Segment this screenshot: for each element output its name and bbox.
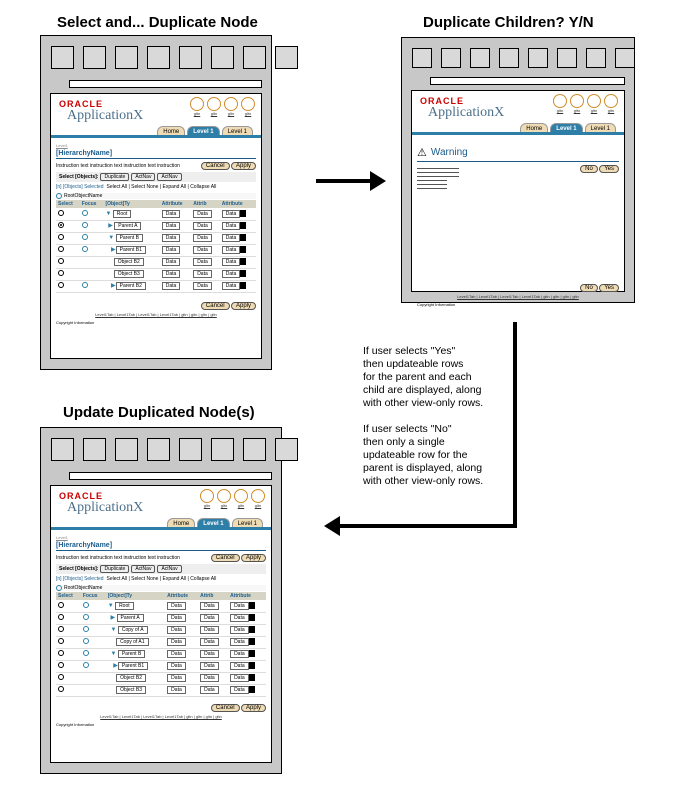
copyright: Copyright Information	[56, 721, 95, 727]
yes-button[interactable]: Yes	[599, 284, 619, 292]
table-row: ▼ Parent B Data Data Data	[56, 648, 266, 660]
oracle-logo: ORACLE	[59, 491, 103, 501]
tab-level1[interactable]: Level 1	[550, 123, 582, 134]
explanation-note: If user selects "Yes" then updateable rows for the parent and each child are displayed, along with other view-only rows. If user selects "No" then only a single updateable row for the parent is displayed, along with other view-only rows.	[363, 345, 484, 487]
table-row: Object B3 Data Data Data	[56, 684, 266, 696]
table-row: ▶ Parent B2 Data Data Data	[56, 280, 256, 292]
global-link[interactable]: gltn	[244, 111, 252, 116]
title-duplicate-children: Duplicate Children? Y/N	[423, 14, 594, 31]
app-name: ApplicationX	[67, 500, 144, 515]
footer-links[interactable]: Level1Tab | Level1Tab | Level1Tab | Level1Tab | gltn | gltn | gltn | gltn	[95, 311, 217, 317]
table-row: Object B2 Data Data Data	[56, 672, 266, 684]
table-row: ▼ Parent B Data Data Data	[56, 232, 256, 244]
footer-links[interactable]: Level1Tab | Level1Tab | Level1Tab | Level1Tab | gltn | gltn | gltn | gltn	[457, 294, 579, 299]
tree-table: Select Focus [Object]Ty Attribute Attrib Attribute ▼ Root Data Data Data ▶ Parent A Data Data Data ▼ Copy of A Data Data Data Copy of A1 Data Data Data ▼ Parent B Data Data Data ▶ Parent B1 Data Data Data Object B2 Data Data Data Object B3 Data Data Data	[56, 592, 266, 697]
tab-level1[interactable]: Level 1	[585, 123, 616, 134]
duplicate-button[interactable]: Duplicate	[100, 565, 129, 573]
table-row: ▶ Parent A Data Data Data	[56, 612, 266, 624]
tab-level1[interactable]: Level 1	[187, 126, 219, 137]
table-row: Object B2 Data Data Data	[56, 256, 256, 268]
app-name: ApplicationX	[67, 108, 144, 123]
tab-level1[interactable]: Level 1	[232, 518, 263, 529]
copyright: Copyright Information	[417, 302, 456, 307]
table-row: ▼ Root Data Data Data	[56, 208, 256, 220]
yes-button[interactable]: Yes	[599, 165, 619, 173]
app-page: ORACLE ApplicationX gltn gltn gltn gltn Home Level 1 Level 1 ⚠ Warning ▬▬▬▬▬▬▬▬▬▬▬▬▬▬ ▬▬▬▬▬▬▬▬▬▬▬▬▬▬ ▬▬▬▬▬▬▬▬▬▬▬▬▬▬ ▬▬▬▬▬▬▬▬▬▬ ▬▬▬▬▬▬▬▬▬▬ ▬▬▬▬▬▬▬▬▬▬ No Yes No Yes Level1Tab | Level1Tab | Level1Tab | Level1Tab | gltn | gltn | gltn | gltn Copyright Information	[411, 90, 625, 292]
oracle-logo: ORACLE	[59, 99, 103, 109]
actnav-button[interactable]: ActNav	[157, 565, 181, 573]
table-row: ▶ Parent B1 Data Data Data	[56, 660, 266, 672]
table-row: Object B3 Data Data Data	[56, 268, 256, 280]
actnav-button[interactable]: ActNav	[131, 173, 155, 181]
actnav-button[interactable]: ActNav	[157, 173, 181, 181]
tab-home[interactable]: Home	[167, 518, 195, 529]
no-button[interactable]: No	[580, 284, 598, 292]
tab-level1[interactable]: Level 1	[222, 126, 253, 137]
cancel-button[interactable]: Cancel	[201, 302, 230, 310]
oracle-logo: ORACLE	[420, 96, 464, 106]
breadcrumb[interactable]: Level1	[56, 143, 68, 148]
selection-links[interactable]: Select All | Select None | Expand All | Collapse All	[106, 576, 217, 582]
warning-title: Warning	[430, 147, 468, 158]
breadcrumb[interactable]: Level1	[56, 535, 68, 540]
app-name: ApplicationX	[428, 105, 505, 120]
apply-button[interactable]: Apply	[231, 302, 256, 310]
root-object-name: RootObjectName	[64, 193, 103, 199]
selection-links[interactable]: Select All | Select None | Expand All | Collapse All	[106, 184, 217, 190]
instruction-text: Instruction text instruction text instruction text instruction	[56, 163, 180, 169]
global-link[interactable]: gltn	[227, 111, 235, 116]
app-page: ORACLE ApplicationX gltn gltn gltn gltn Home Level 1 Level 1 Level1 [HierarchyName] Instruction text instruction text instruction text instruction Cancel Apply Select [Objects]: Duplicate ActNav ActNav [n] [Objects] Selected Select All | Select None | Expand All | Collapse All RootObjectName Select Focus [Object]Ty Attribute Attrib Attribute ▼ Root Data Data Data ▶ Parent A Data Data Data ▼ Copy of A Data Data Data Copy of A1 Data Data Data ▼ Parent B Data Data Data ▶ Parent B1 Data Data Data Object B2 Data Data Data Object B3 Data Data Data Cancel Apply Level1Tab | Level1Tab | Level1Tab | Level1Tab | gltn | gltn | gltn | gltn Copyright Information	[50, 485, 272, 763]
apply-button[interactable]: Apply	[241, 704, 266, 712]
table-row: ▼ Copy of A Data Data Data	[56, 624, 266, 636]
global-link[interactable]: gltn	[210, 111, 218, 116]
tree-table: Select Focus [Object]Ty Attribute Attrib Attribute ▼ Root Data Data Data ▶ Parent A Data Data Data ▼ Parent B Data Data Data ▶ Parent B1 Data Data Data Object B2 Data Data Data Object B3 Data Data Data ▶ Parent B2 Data Data Data	[56, 200, 256, 293]
tab-home[interactable]: Home	[520, 123, 548, 134]
copyright: Copyright Information	[56, 319, 95, 325]
table-row: ▼ Root Data Data Data	[56, 600, 266, 612]
no-button[interactable]: No	[580, 165, 598, 173]
global-link[interactable]: gltn	[193, 111, 201, 116]
select-objects-label: Select [Objects]:	[59, 174, 99, 180]
table-row: ▶ Parent B1 Data Data Data	[56, 244, 256, 256]
actnav-button[interactable]: ActNav	[131, 565, 155, 573]
tab-home[interactable]: Home	[157, 126, 185, 137]
table-row: ▶ Parent A Data Data Data	[56, 220, 256, 232]
right-arrow	[316, 171, 386, 191]
cancel-button[interactable]: Cancel	[211, 554, 240, 562]
selected-count: [n] [Objects] Selected	[56, 184, 104, 190]
title-update-duplicated: Update Duplicated Node(s)	[63, 404, 255, 421]
warning-message: ▬▬▬▬▬▬▬▬▬▬▬▬▬▬ ▬▬▬▬▬▬▬▬▬▬▬▬▬▬ ▬▬▬▬▬▬▬▬▬▬▬▬▬▬ ▬▬▬▬▬▬▬▬▬▬ ▬▬▬▬▬▬▬▬▬▬ ▬▬▬▬▬▬▬▬▬▬	[417, 166, 459, 190]
footer-links[interactable]: Level1Tab | Level1Tab | Level1Tab | Level1Tab | gltn | gltn | gltn | gltn	[100, 713, 222, 719]
cancel-button[interactable]: Cancel	[211, 704, 240, 712]
apply-button[interactable]: Apply	[231, 162, 256, 170]
duplicate-button[interactable]: Duplicate	[100, 173, 129, 181]
title-select-duplicate: Select and... Duplicate Node	[57, 14, 258, 31]
warning-icon: ⚠	[417, 147, 427, 159]
tab-level1[interactable]: Level 1	[197, 518, 229, 529]
table-row: Copy of A1 Data Data Data	[56, 636, 266, 648]
instruction-text: Instruction text instruction text instruction text instruction	[56, 555, 180, 561]
cancel-button[interactable]: Cancel	[201, 162, 230, 170]
apply-button[interactable]: Apply	[241, 554, 266, 562]
page-title: [HierarchyName]	[56, 150, 256, 159]
page-title: [HierarchyName]	[56, 542, 266, 551]
